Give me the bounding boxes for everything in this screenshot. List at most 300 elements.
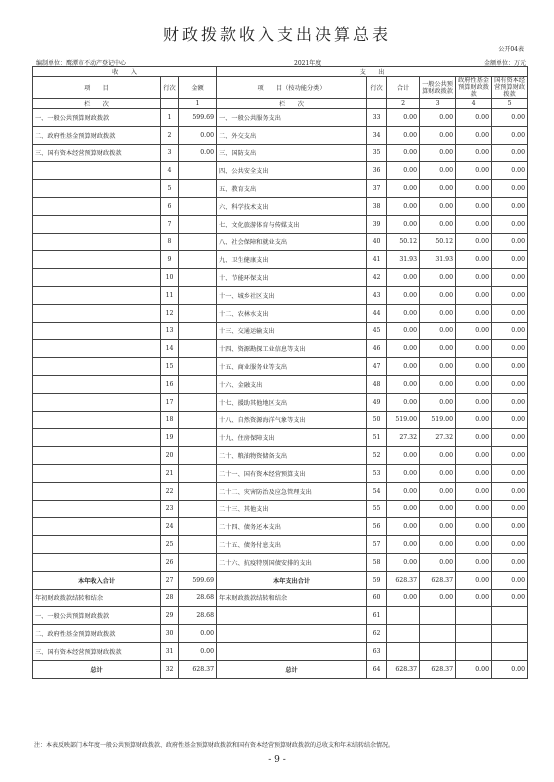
col-num-1: 1 (179, 99, 217, 109)
cell-ln (33, 251, 161, 269)
cell-r: 42 (367, 269, 387, 287)
table-row (33, 500, 528, 518)
cell-lv (179, 553, 217, 571)
cell-t: 0.00 (387, 126, 420, 144)
cell-t: 0.00 (387, 500, 420, 518)
cell-g: 0.00 (420, 197, 456, 215)
cell-c (492, 607, 528, 625)
cell-rn: 十二、农林水支出 (217, 304, 367, 322)
cell-l: 9 (161, 251, 179, 269)
table-row (33, 126, 528, 144)
cell-lv (179, 358, 217, 376)
table-row (33, 304, 528, 322)
cell-ln (33, 269, 161, 287)
table-row (33, 518, 528, 536)
table-row (33, 464, 528, 482)
cell-ln: 一、一般公共预算财政拨款 (33, 109, 161, 127)
cell-rn (217, 625, 367, 643)
cell-g: 0.00 (420, 358, 456, 376)
cell-ln (33, 429, 161, 447)
cell-lv (179, 162, 217, 180)
cell-t: 0.00 (387, 215, 420, 233)
cell-rn: 八、社会保障和就业支出 (217, 233, 367, 251)
cell-g: 519.00 (420, 411, 456, 429)
cell-r: 40 (367, 233, 387, 251)
cell-t: 0.00 (387, 180, 420, 198)
cell-ln: 本年收入合计 (33, 571, 161, 589)
cell-c: 0.00 (492, 162, 528, 180)
cell-r: 56 (367, 518, 387, 536)
cell-ln (33, 197, 161, 215)
cell-t: 0.00 (387, 358, 420, 376)
cell-g: 0.00 (420, 215, 456, 233)
cell-r: 50 (367, 411, 387, 429)
cell-f: 0.00 (456, 162, 492, 180)
cell-r: 62 (367, 625, 387, 643)
cell-r: 48 (367, 375, 387, 393)
cell-t: 519.00 (387, 411, 420, 429)
cell-g (420, 625, 456, 643)
cell-r: 37 (367, 180, 387, 198)
cell-c (492, 625, 528, 643)
cell-lv (179, 233, 217, 251)
cell-g: 0.00 (420, 375, 456, 393)
cell-ln (33, 518, 161, 536)
cell-rn: 二十二、灾害防治及应急管理支出 (217, 482, 367, 500)
cell-ln (33, 162, 161, 180)
cell-g: 0.00 (420, 500, 456, 518)
cell-f: 0.00 (456, 180, 492, 198)
cell-g: 31.93 (420, 251, 456, 269)
cell-r: 55 (367, 500, 387, 518)
cell-c: 0.00 (492, 536, 528, 554)
cell-l: 20 (161, 447, 179, 465)
cell-ln (33, 536, 161, 554)
cell-t (387, 625, 420, 643)
cell-t: 31.93 (387, 251, 420, 269)
cell-l: 25 (161, 536, 179, 554)
cell-c: 0.00 (492, 144, 528, 162)
cell-lv (179, 180, 217, 198)
cell-l: 14 (161, 340, 179, 358)
cell-rn: 十四、资源勘探工业信息等支出 (217, 340, 367, 358)
cell-rn: 二十一、国有资本经营预算支出 (217, 464, 367, 482)
cell-rn: 本年支出合计 (217, 571, 367, 589)
cell-r: 60 (367, 589, 387, 607)
cell-g: 0.00 (420, 304, 456, 322)
cell-f (456, 642, 492, 660)
cell-f: 0.00 (456, 500, 492, 518)
cell-f: 0.00 (456, 215, 492, 233)
fiscal-year: 2021年度 (294, 60, 322, 67)
cell-l: 12 (161, 304, 179, 322)
page-number: - 9 - (268, 755, 286, 765)
cell-g: 0.00 (420, 589, 456, 607)
cell-c: 0.00 (492, 393, 528, 411)
cell-rn: 总计 (217, 660, 367, 678)
cell-r: 41 (367, 251, 387, 269)
cell-t: 50.12 (387, 233, 420, 251)
footnote: 注：本表反映部门本年度一般公共预算财政拨款、政府性基金预算财政拨款和国有资本经营预算财政拨款的总收支和年末结转结余情况。 (34, 742, 395, 749)
cell-ln (33, 180, 161, 198)
cell-c: 0.00 (492, 215, 528, 233)
table-row (33, 215, 528, 233)
cell-f: 0.00 (456, 340, 492, 358)
cell-g: 0.00 (420, 180, 456, 198)
form-number: 公开04表 (498, 46, 524, 53)
cell-rn: 十六、金融支出 (217, 375, 367, 393)
cell-t: 0.00 (387, 447, 420, 465)
cell-c: 0.00 (492, 322, 528, 340)
cell-r: 53 (367, 464, 387, 482)
table-row (33, 180, 528, 198)
cell-g (420, 642, 456, 660)
table-row (33, 429, 528, 447)
cell-f: 0.00 (456, 109, 492, 127)
cell-ln: 总计 (33, 660, 161, 678)
cell-c: 0.00 (492, 571, 528, 589)
col-row: 行次 (161, 77, 179, 99)
cell-ln (33, 322, 161, 340)
cell-l: 6 (161, 197, 179, 215)
cell-r: 64 (367, 660, 387, 678)
cell-f: 0.00 (456, 411, 492, 429)
cell-c: 0.00 (492, 553, 528, 571)
cell-lv: 599.69 (179, 571, 217, 589)
cell-r: 61 (367, 607, 387, 625)
cell-g: 0.00 (420, 162, 456, 180)
cell-g: 0.00 (420, 126, 456, 144)
cell-t: 0.00 (387, 340, 420, 358)
cell-rn: 二十三、其他支出 (217, 500, 367, 518)
cell-lv (179, 429, 217, 447)
cell-t: 0.00 (387, 393, 420, 411)
cell-ln (33, 340, 161, 358)
table-row (33, 144, 528, 162)
cell-l: 31 (161, 642, 179, 660)
cell-rn: 十九、住房保障支出 (217, 429, 367, 447)
cell-r: 44 (367, 304, 387, 322)
cell-c: 0.00 (492, 660, 528, 678)
cell-l: 19 (161, 429, 179, 447)
cell-l: 2 (161, 126, 179, 144)
cell-l: 24 (161, 518, 179, 536)
cell-rn: 四、公共安全支出 (217, 162, 367, 180)
cell-rn: 二十五、债务付息支出 (217, 536, 367, 554)
cell-rn: 九、卫生健康支出 (217, 251, 367, 269)
cell-lv: 0.00 (179, 144, 217, 162)
table-row (33, 589, 528, 607)
cell-l: 28 (161, 589, 179, 607)
table-row (33, 393, 528, 411)
cell-l: 23 (161, 500, 179, 518)
cell-t: 0.00 (387, 482, 420, 500)
cell-f: 0.00 (456, 233, 492, 251)
cell-rn: 二、外交支出 (217, 126, 367, 144)
cell-c (492, 642, 528, 660)
cell-t: 0.00 (387, 518, 420, 536)
cell-r: 45 (367, 322, 387, 340)
cell-t: 27.32 (387, 429, 420, 447)
cell-r: 57 (367, 536, 387, 554)
table-row (33, 162, 528, 180)
table-row (33, 358, 528, 376)
cell-c: 0.00 (492, 340, 528, 358)
cell-r: 33 (367, 109, 387, 127)
cell-l: 29 (161, 607, 179, 625)
cell-c: 0.00 (492, 447, 528, 465)
cell-l: 5 (161, 180, 179, 198)
budget-table (32, 66, 528, 679)
cell-f: 0.00 (456, 589, 492, 607)
cell-f: 0.00 (456, 571, 492, 589)
col-func-item: 项 目（按功能分类） (217, 77, 367, 99)
cell-ln: 三、国有资本经营预算财政拨款 (33, 642, 161, 660)
cell-ln (33, 393, 161, 411)
cell-f: 0.00 (456, 393, 492, 411)
cell-lv (179, 269, 217, 287)
cell-g: 0.00 (420, 322, 456, 340)
cell-f: 0.00 (456, 553, 492, 571)
cell-lv (179, 393, 217, 411)
cell-g: 628.37 (420, 571, 456, 589)
table-row (33, 109, 528, 127)
cell-f: 0.00 (456, 536, 492, 554)
col-num-5: 5 (492, 99, 528, 109)
col-num-4: 4 (456, 99, 492, 109)
cell-lv: 0.00 (179, 126, 217, 144)
cell-t: 0.00 (387, 464, 420, 482)
cell-l: 17 (161, 393, 179, 411)
cell-lv: 28.68 (179, 589, 217, 607)
cell-rn: 十八、自然资源海洋气象等支出 (217, 411, 367, 429)
expense-header: 支 出 (217, 67, 528, 77)
table-row (33, 251, 528, 269)
cell-rn: 十三、交通运输支出 (217, 322, 367, 340)
cell-l: 30 (161, 625, 179, 643)
cell-t: 0.00 (387, 286, 420, 304)
col-total: 合计 (387, 77, 420, 99)
lanci-label: 栏 次 (33, 99, 161, 109)
cell-lv (179, 464, 217, 482)
cell-t: 0.00 (387, 553, 420, 571)
cell-lv: 599.69 (179, 109, 217, 127)
cell-g: 628.37 (420, 660, 456, 678)
cell-r: 59 (367, 571, 387, 589)
cell-f: 0.00 (456, 464, 492, 482)
cell-r: 36 (367, 162, 387, 180)
cell-l: 1 (161, 109, 179, 127)
cell-t: 628.37 (387, 571, 420, 589)
cell-rn: 三、国防支出 (217, 144, 367, 162)
cell-r: 58 (367, 553, 387, 571)
col-item: 项 目 (33, 77, 161, 99)
table-row (33, 340, 528, 358)
cell-ln: 二、政府性基金预算财政拨款 (33, 126, 161, 144)
cell-f: 0.00 (456, 251, 492, 269)
cell-t: 0.00 (387, 589, 420, 607)
cell-f: 0.00 (456, 447, 492, 465)
cell-g: 0.00 (420, 464, 456, 482)
cell-ln (33, 286, 161, 304)
cell-l: 8 (161, 233, 179, 251)
cell-f: 0.00 (456, 660, 492, 678)
cell-l: 3 (161, 144, 179, 162)
cell-ln: 一、一般公共预算财政拨款 (33, 607, 161, 625)
cell-c: 0.00 (492, 180, 528, 198)
cell-r: 39 (367, 215, 387, 233)
cell-r: 52 (367, 447, 387, 465)
table-row (33, 375, 528, 393)
cell-t: 0.00 (387, 197, 420, 215)
table-row (33, 286, 528, 304)
col-num-3: 3 (420, 99, 456, 109)
cell-rn: 一、一般公共服务支出 (217, 109, 367, 127)
cell-g: 0.00 (420, 447, 456, 465)
cell-r: 54 (367, 482, 387, 500)
cell-t (387, 642, 420, 660)
cell-lv (179, 215, 217, 233)
cell-lv (179, 482, 217, 500)
cell-lv: 628.37 (179, 660, 217, 678)
cell-l: 16 (161, 375, 179, 393)
cell-l: 26 (161, 553, 179, 571)
cell-r: 49 (367, 393, 387, 411)
cell-lv (179, 411, 217, 429)
cell-g: 0.00 (420, 340, 456, 358)
cell-lv (179, 322, 217, 340)
cell-t: 0.00 (387, 375, 420, 393)
cell-lv (179, 536, 217, 554)
cell-t: 0.00 (387, 536, 420, 554)
cell-rn: 二十、粮油物资储备支出 (217, 447, 367, 465)
table-row (33, 411, 528, 429)
cell-c: 0.00 (492, 109, 528, 127)
cell-l: 32 (161, 660, 179, 678)
cell-g (420, 607, 456, 625)
cell-ln: 二、政府性基金预算财政拨款 (33, 625, 161, 643)
cell-f: 0.00 (456, 126, 492, 144)
amount-unit: 金额单位：万元 (483, 60, 526, 67)
cell-ln (33, 304, 161, 322)
cell-lv (179, 197, 217, 215)
cell-rn: 年末财政拨款结转和结余 (217, 589, 367, 607)
cell-ln (33, 500, 161, 518)
cell-lv: 28.68 (179, 607, 217, 625)
cell-c: 0.00 (492, 518, 528, 536)
cell-t: 0.00 (387, 304, 420, 322)
cell-l: 7 (161, 215, 179, 233)
cell-rn: 二十六、抗疫特别国债安排的支出 (217, 553, 367, 571)
cell-c: 0.00 (492, 269, 528, 287)
cell-rn: 五、教育支出 (217, 180, 367, 198)
col-num-2: 2 (387, 99, 420, 109)
cell-g: 0.00 (420, 553, 456, 571)
table-row (33, 571, 528, 589)
cell-t: 628.37 (387, 660, 420, 678)
cell-f: 0.00 (456, 429, 492, 447)
cell-ln (33, 553, 161, 571)
table-row (33, 197, 528, 215)
cell-rn (217, 607, 367, 625)
cell-ln (33, 215, 161, 233)
cell-lv (179, 340, 217, 358)
cell-c: 0.00 (492, 500, 528, 518)
cell-t: 0.00 (387, 162, 420, 180)
page-title: 财政拨款收入支出决算总表 (162, 25, 391, 44)
cell-rn: 十一、城乡社区支出 (217, 286, 367, 304)
cell-g: 0.00 (420, 109, 456, 127)
cell-r: 35 (367, 144, 387, 162)
cell-l: 13 (161, 322, 179, 340)
cell-c: 0.00 (492, 251, 528, 269)
col-amount: 金额 (179, 77, 217, 99)
cell-l: 15 (161, 358, 179, 376)
cell-g: 0.00 (420, 482, 456, 500)
cell-c: 0.00 (492, 464, 528, 482)
cell-ln: 三、国有资本经营预算财政拨款 (33, 144, 161, 162)
cell-f: 0.00 (456, 286, 492, 304)
cell-g: 50.12 (420, 233, 456, 251)
cell-rn: 二十四、债务还本支出 (217, 518, 367, 536)
cell-l: 11 (161, 286, 179, 304)
table-row (33, 233, 528, 251)
cell-r: 51 (367, 429, 387, 447)
cell-c: 0.00 (492, 197, 528, 215)
cell-rn: 十、节能环保支出 (217, 269, 367, 287)
org-name: 编制单位：鹰潭市不动产登记中心 (36, 60, 127, 67)
cell-ln (33, 464, 161, 482)
cell-f: 0.00 (456, 518, 492, 536)
cell-f: 0.00 (456, 197, 492, 215)
cell-l: 18 (161, 411, 179, 429)
cell-ln (33, 482, 161, 500)
cell-f: 0.00 (456, 358, 492, 376)
lanci-label-2: 栏 次 (217, 99, 367, 109)
cell-g: 27.32 (420, 429, 456, 447)
cell-lv (179, 375, 217, 393)
table-row (33, 269, 528, 287)
cell-c: 0.00 (492, 358, 528, 376)
col-general: 一般公共预算财政拨款 (420, 77, 456, 99)
cell-r: 47 (367, 358, 387, 376)
cell-r: 38 (367, 197, 387, 215)
cell-c: 0.00 (492, 429, 528, 447)
cell-t: 0.00 (387, 322, 420, 340)
cell-g: 0.00 (420, 393, 456, 411)
table-row (33, 482, 528, 500)
cell-l: 4 (161, 162, 179, 180)
cell-ln (33, 447, 161, 465)
cell-rn: 十五、商业服务业等支出 (217, 358, 367, 376)
col-fund: 政府性基金预算财政拨款 (456, 77, 492, 99)
cell-lv (179, 447, 217, 465)
cell-rn: 六、科学技术支出 (217, 197, 367, 215)
cell-f: 0.00 (456, 304, 492, 322)
cell-lv (179, 286, 217, 304)
cell-t: 0.00 (387, 144, 420, 162)
cell-l: 22 (161, 482, 179, 500)
table-row (33, 536, 528, 554)
cell-c: 0.00 (492, 482, 528, 500)
cell-l: 27 (161, 571, 179, 589)
cell-g: 0.00 (420, 286, 456, 304)
table-row (33, 322, 528, 340)
table-row (33, 660, 528, 678)
cell-f: 0.00 (456, 322, 492, 340)
col-row2: 行次 (367, 77, 387, 99)
cell-t (387, 607, 420, 625)
